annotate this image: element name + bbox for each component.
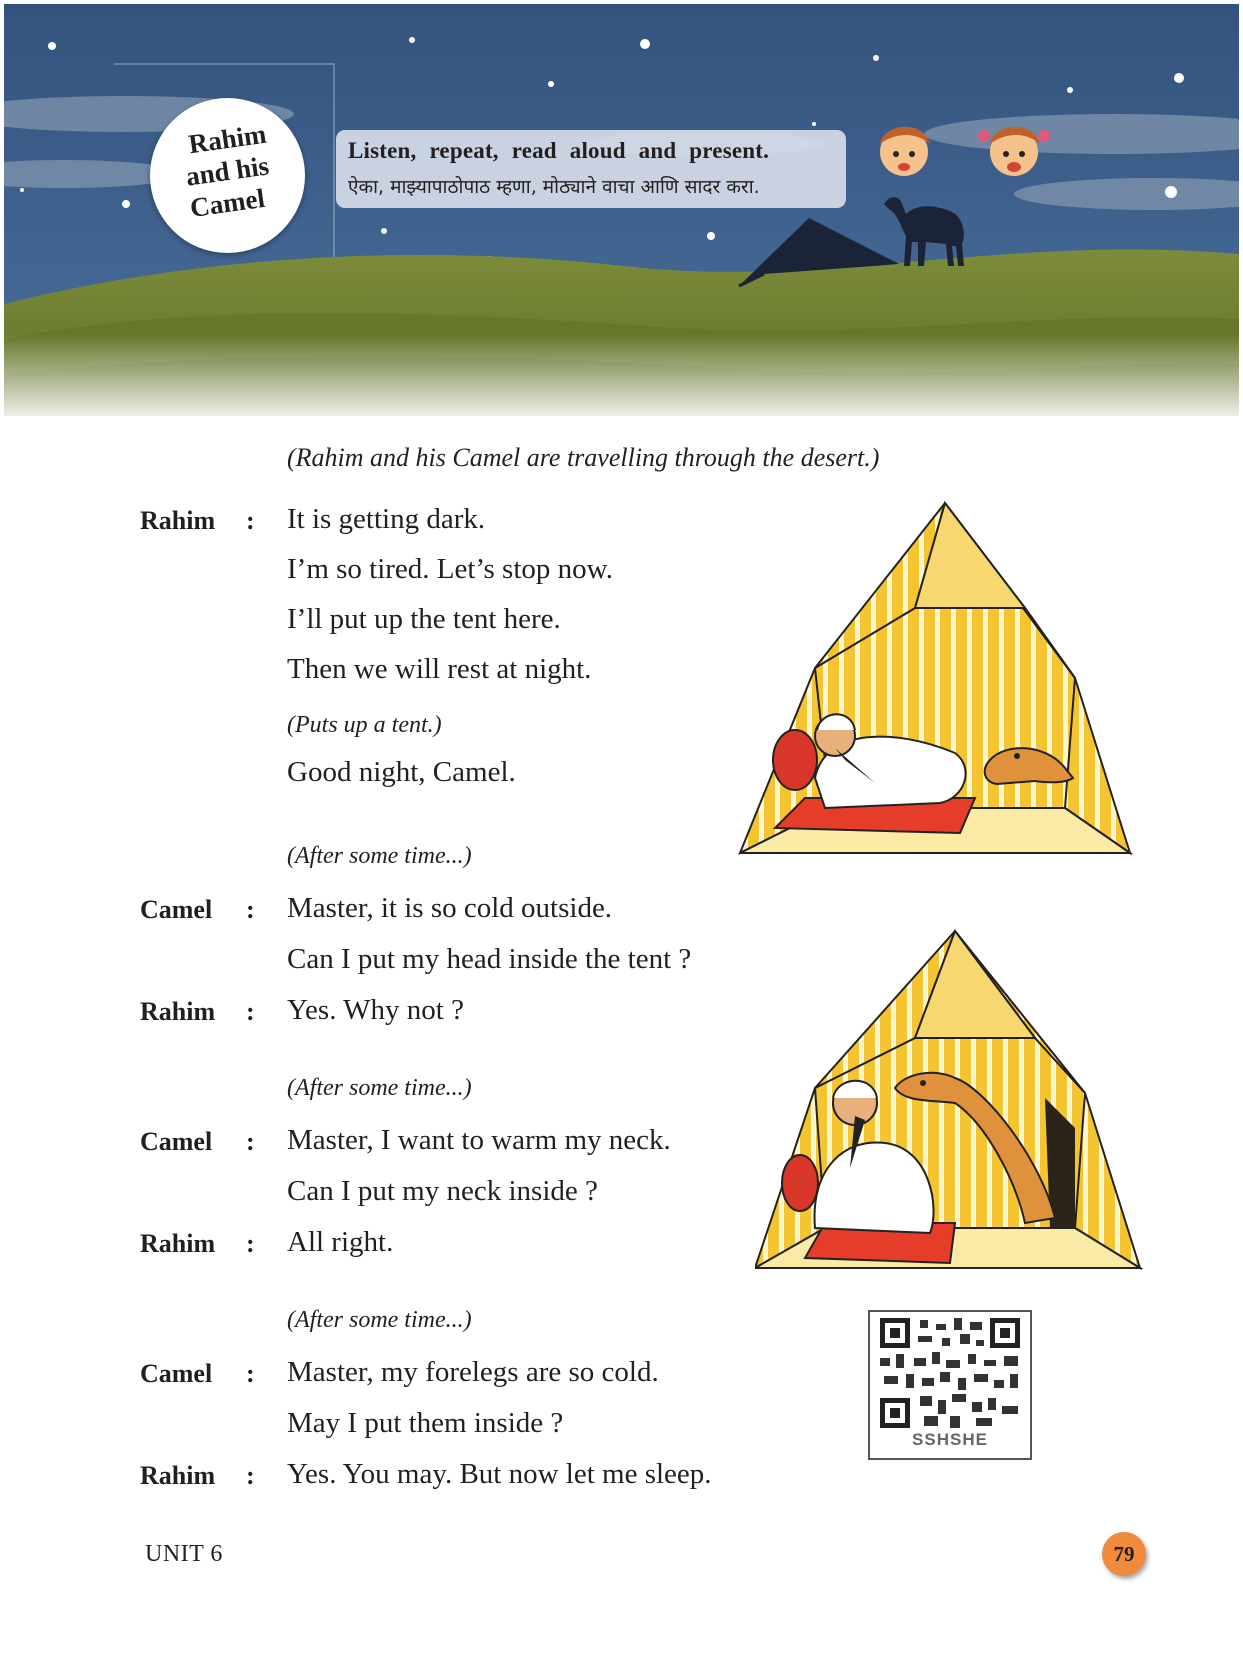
dialogue-line: Master, I want to warm my neck. (287, 1124, 671, 1156)
dialogue-line: Good night, Camel. (287, 756, 516, 788)
tent-illustration-rahim-sleeping (735, 498, 1135, 858)
dialogue-line: May I put them inside ? (287, 1407, 564, 1439)
tent-illustration-camel-neck (755, 928, 1145, 1283)
speaker-colon: : (246, 1359, 255, 1388)
dialogue-line: Can I put my head inside the tent ? (287, 943, 692, 975)
speaker-label: Rahim (140, 1229, 216, 1258)
speaker-colon: : (246, 895, 255, 924)
unit-label: UNIT 6 (145, 1541, 223, 1567)
qr-code-label: SSHSHE (912, 1430, 988, 1449)
speaker-label: Rahim (140, 997, 216, 1026)
dialogue-line: It is getting dark. (287, 503, 486, 535)
speaker-colon: : (246, 1229, 255, 1258)
speaker-label: Camel (140, 895, 213, 924)
instruction-box (336, 130, 846, 208)
dialogue-line: Yes. Why not ? (287, 994, 464, 1026)
page-number-badge (1102, 1532, 1146, 1576)
dialogue-line: Master, my forelegs are so cold. (287, 1356, 659, 1388)
speaker-colon: : (246, 1461, 255, 1490)
qr-pattern (880, 1318, 1020, 1428)
dialogue-line: Master, it is so cold outside. (287, 892, 613, 924)
dialogue-line: Can I put my neck inside ? (287, 1175, 598, 1207)
dialogue-line: I’ll put up the tent here. (287, 603, 561, 635)
speaker-colon: : (246, 997, 255, 1026)
dialogue-line: Then we will rest at night. (287, 653, 592, 685)
stage-direction: (After some time...) (287, 843, 472, 869)
stage-direction: (After some time...) (287, 1075, 472, 1101)
stage-direction: (After some time...) (287, 1307, 472, 1333)
page-number: 79 (1113, 1542, 1135, 1566)
header-banner (4, 4, 1239, 416)
stage-direction: (Puts up a tent.) (287, 712, 442, 738)
qr-code[interactable] (868, 1310, 1032, 1460)
speaker-colon: : (246, 506, 255, 535)
speaker-label: Rahim (140, 506, 216, 535)
dialogue-line: Yes. You may. But now let me sleep. (287, 1458, 712, 1490)
instruction-english: Listen, repeat, read aloud and present. (348, 138, 770, 163)
lesson-title-line: and his (184, 150, 271, 192)
speaker-label: Rahim (140, 1461, 216, 1490)
dialogue-line: I’m so tired. Let’s stop now. (287, 553, 613, 585)
speaker-label: Camel (140, 1127, 213, 1156)
lesson-title-line: Camel (188, 182, 267, 224)
speaker-colon: : (246, 1127, 255, 1156)
speaker-label: Camel (140, 1359, 213, 1388)
stage-direction-intro: (Rahim and his Camel are travelling through the desert.) (287, 443, 880, 472)
lesson-title-badge (150, 98, 305, 253)
dialogue-line: All right. (287, 1226, 394, 1258)
lesson-title-line: Rahim (186, 118, 269, 160)
instruction-marathi: ऐका, माझ्यापाठोपाठ म्हणा, मोठ्याने वाचा आणि सादर करा. (348, 176, 760, 198)
